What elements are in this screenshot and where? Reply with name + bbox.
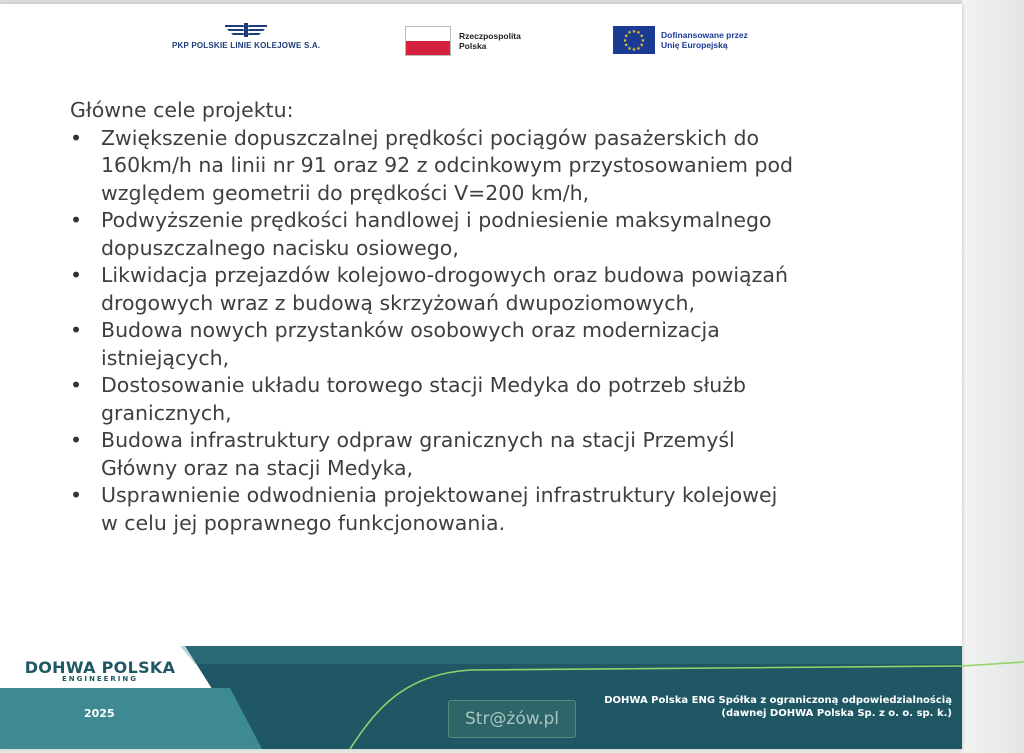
- goal-item-line: drogowych wraz z budową skrzyżowań dwupoziomowych,: [101, 290, 696, 315]
- bullet-icon: •: [70, 318, 83, 342]
- slide-content: [70, 97, 930, 537]
- svg-text:★: ★: [627, 45, 632, 52]
- goal-item-line: Likwidacja przejazdów kolejowo-drogowych oraz budowa powiązań: [101, 263, 788, 287]
- bullet-icon: •: [70, 125, 83, 150]
- goal-item: [70, 317, 930, 372]
- dohwa-logo-name: DOHWA POLSKA: [24, 658, 176, 677]
- eu-flag-icon: [613, 26, 655, 54]
- content-heading: Główne cele projektu:: [70, 98, 294, 122]
- pkp-wings-icon: [225, 22, 267, 38]
- goal-item-line: Zwiększenie dopuszczalnej prędkości pociągów pasażerskich do: [101, 125, 760, 150]
- watermark: Str@żów.pl: [448, 700, 576, 738]
- company-info: [492, 694, 952, 720]
- svg-text:★: ★: [631, 29, 637, 35]
- goal-item-line: Główny oraz na stacji Medyka,: [101, 455, 414, 480]
- pkp-logo-text: PKP POLSKIE LINIE KOLEJOWE S.A.: [172, 41, 321, 50]
- svg-text:★: ★: [640, 38, 646, 44]
- bullet-icon: •: [70, 428, 83, 452]
- pkp-logo: [172, 22, 320, 50]
- svg-text:★: ★: [639, 42, 645, 49]
- eu-line2: Unię Europejską: [661, 40, 728, 50]
- goal-item-line: granicznych,: [101, 400, 232, 425]
- goal-item-line: 160km/h na linii nr 91 oraz 92 z odcinkowym przystosowaniem pod: [101, 153, 794, 177]
- poland-logo: [405, 26, 521, 56]
- company-line1: DOHWA Polska ENG Spółka z ograniczoną odpowiedzialnością: [604, 695, 952, 706]
- svg-text:★: ★: [636, 30, 641, 37]
- goal-item: [70, 207, 930, 262]
- dohwa-logo: [16, 658, 184, 683]
- goal-list: [70, 125, 930, 538]
- goal-item: [70, 482, 930, 537]
- goal-item-line: istniejących,: [101, 345, 230, 370]
- goal-item-line: Podwyższenie prędkości handlowej i podniesienie maksymalnego: [101, 208, 772, 232]
- bullet-icon: •: [70, 263, 83, 287]
- goal-item-line: dopuszczalnego nacisku osiowego,: [101, 235, 459, 260]
- bullet-icon: •: [70, 373, 83, 397]
- goal-item: [70, 262, 930, 317]
- svg-text:★: ★: [623, 33, 629, 40]
- bullet-icon: •: [70, 208, 83, 232]
- bullet-icon: •: [70, 483, 83, 507]
- svg-text:★: ★: [639, 33, 645, 40]
- company-line2: (dawnej DOHWA Polska Sp. z o. o. sp. k.): [721, 708, 952, 719]
- goal-item-line: Dostosowanie układu torowego stacji Medyka do potrzeb służb: [101, 373, 747, 397]
- eu-line1: Dofinansowane przez: [661, 30, 748, 40]
- goal-item-line: w celu jej poprawnego funkcjonowania.: [101, 510, 506, 535]
- goal-item-line: Usprawnienie odwodnienia projektowanej infrastruktury kolejowej: [101, 483, 778, 507]
- footer-year: 2025: [84, 707, 115, 720]
- svg-text:★: ★: [627, 30, 632, 37]
- goal-item: [70, 427, 930, 482]
- goal-item-line: Budowa nowych przystanków osobowych oraz modernizacja: [101, 318, 720, 342]
- right-margin: [962, 0, 1024, 753]
- poland-flag-icon: [405, 26, 451, 56]
- presentation-slide: [0, 4, 962, 749]
- poland-line2: Polska: [459, 41, 487, 51]
- svg-text:★: ★: [623, 42, 629, 49]
- dohwa-logo-sub: ENGINEERING: [61, 675, 138, 683]
- green-line-extension: [962, 660, 1024, 670]
- svg-text:★: ★: [622, 38, 628, 44]
- poland-line1: Rzeczpospolita: [459, 31, 521, 41]
- goal-item: [70, 125, 930, 208]
- eu-logo: [613, 26, 748, 54]
- goal-item: [70, 372, 930, 427]
- svg-text:★: ★: [636, 45, 641, 52]
- svg-text:★: ★: [631, 47, 637, 53]
- goal-item-line: Budowa infrastruktury odpraw granicznych na stacji Przemyśl: [101, 428, 735, 452]
- goal-item-line: względem geometrii do prędkości V=200 km/h,: [101, 180, 590, 205]
